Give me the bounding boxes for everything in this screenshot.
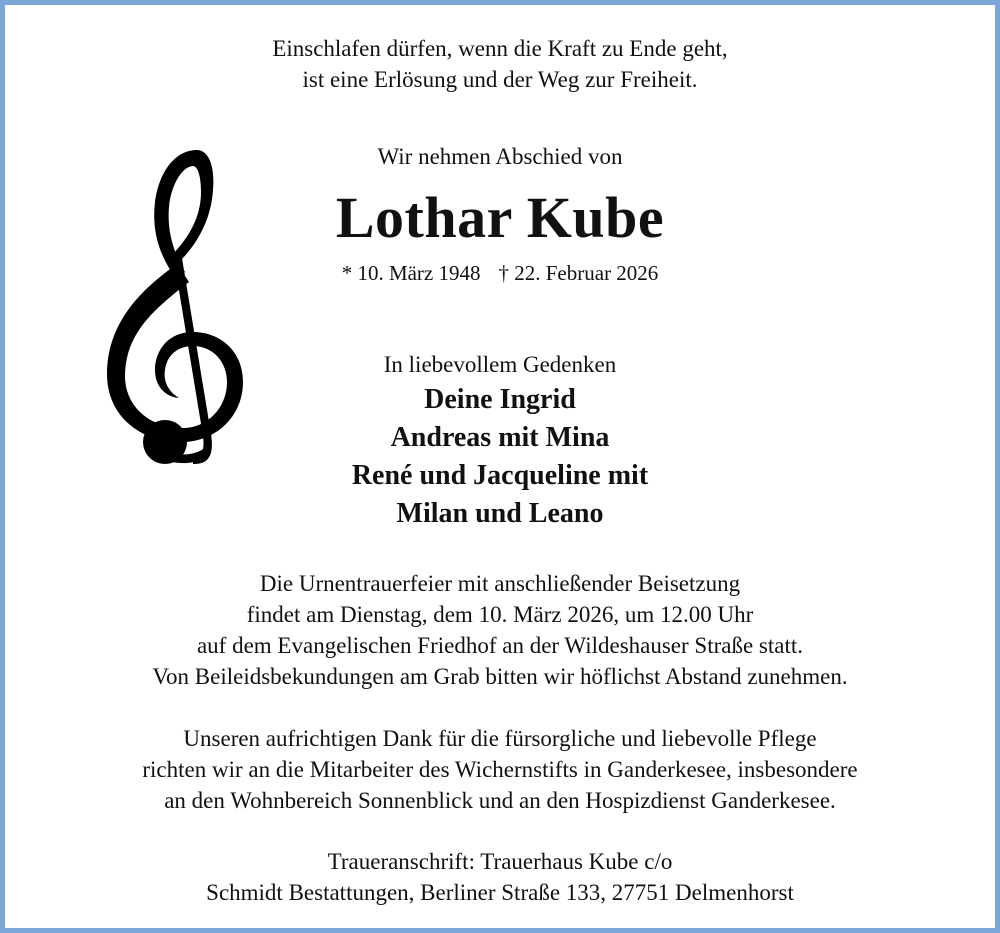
mourn-label: In liebevollem Gedenken: [383, 352, 617, 377]
mourning-address: [5, 846, 995, 908]
mourner: Deine Ingrid: [424, 384, 576, 415]
ceremony-line: Die Urnentrauerfeier mit anschließender Beisetzung: [259, 571, 741, 596]
ceremony-line: findet am Dienstag, dem 10. März 2026, um 12.00 Uhr: [246, 602, 754, 627]
mourner: Andreas mit Mina: [390, 422, 610, 453]
thanks-text: [5, 723, 995, 816]
quote-line: ist eine Erlösung und der Weg zur Freiheit.: [302, 67, 698, 92]
quote: [5, 33, 995, 95]
thanks-line: richten wir an die Mitarbeiter des Wichernstifts in Ganderkesee, insbesondere: [142, 757, 858, 782]
intro-text: Wir nehmen Abschied von: [377, 144, 623, 169]
mourners-list: [5, 381, 995, 533]
birth-date: * 10. März 1948: [341, 261, 481, 285]
ceremony-info: [5, 568, 995, 692]
ceremony-line: Von Beileidsbekundungen am Grab bitten wir höflichst Abstand zunehmen.: [152, 664, 848, 689]
life-dates: [5, 259, 995, 287]
death-date: † 22. Februar 2026: [498, 261, 659, 285]
mourner: René und Jacqueline mit: [351, 460, 649, 491]
ceremony-line: auf dem Evangelischen Friedhof an der Wildeshauser Straße statt.: [196, 633, 804, 658]
address-line: Traueranschrift: Trauerhaus Kube c/o: [327, 849, 673, 874]
address-line: Schmidt Bestattungen, Berliner Straße 133, 27751 Delmenhorst: [206, 880, 794, 905]
mourner: Milan und Leano: [396, 498, 604, 529]
quote-line: Einschlafen dürfen, wenn die Kraft zu Ende geht,: [272, 36, 728, 61]
thanks-line: an den Wohnbereich Sonnenblick und an den Hospizdienst Ganderkesee.: [164, 788, 836, 813]
thanks-line: Unseren aufrichtigen Dank für die fürsorgliche und liebevolle Pflege: [183, 726, 817, 751]
obituary-notice: [5, 5, 995, 928]
deceased-name: Lothar Kube: [335, 185, 665, 250]
